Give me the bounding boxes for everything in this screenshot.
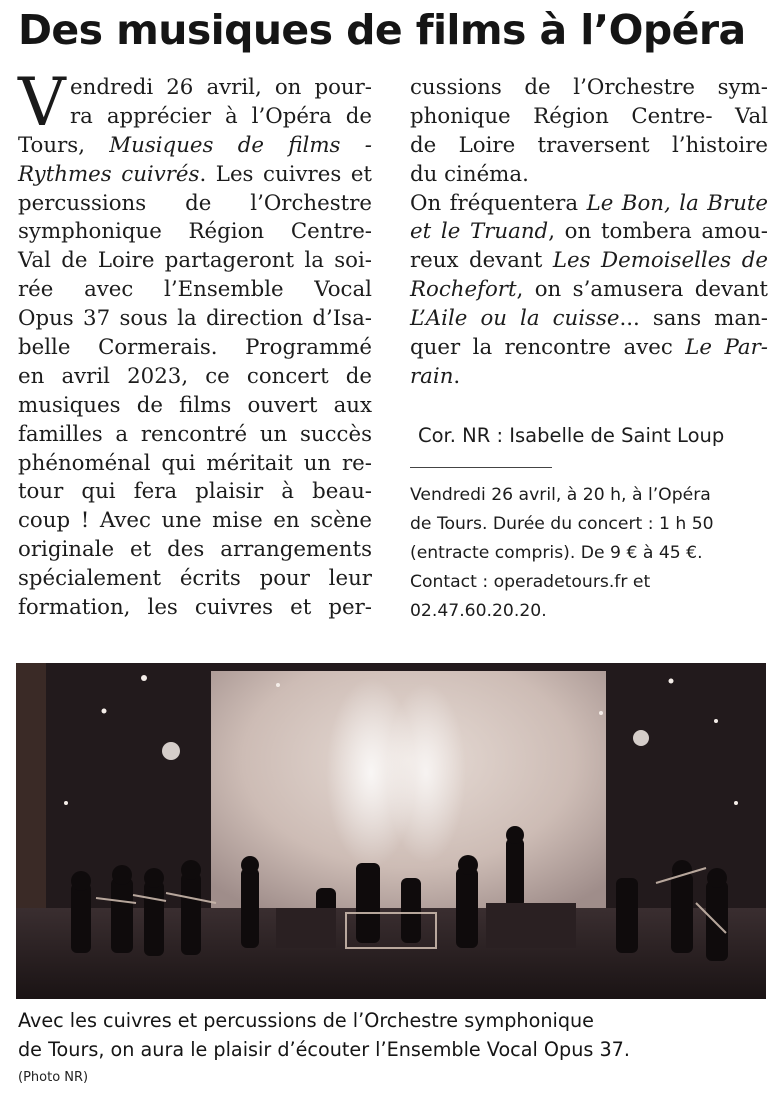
article-title-italic: Le Par- xyxy=(685,335,768,361)
article-text: originale et des arrangements xyxy=(18,537,372,563)
article-line xyxy=(410,190,768,219)
article-line xyxy=(18,363,372,392)
article-line xyxy=(18,74,372,103)
article-text: . Les cuivres et xyxy=(199,161,372,187)
article-text: reux devant xyxy=(410,248,553,274)
article-line xyxy=(18,594,372,623)
article-line xyxy=(410,103,768,132)
article-line xyxy=(18,392,372,421)
article-title-italic: et le Truand xyxy=(410,219,549,245)
article-text: tour qui fera plaisir à beau- xyxy=(18,479,372,505)
article-text: formation, les cuivres et per- xyxy=(18,595,372,621)
article-line xyxy=(18,132,372,161)
article-text: percussions de l’Orchestre xyxy=(18,190,372,216)
article-title-italic: rain xyxy=(410,363,454,389)
caption-line: de Tours, on aura le plaisir d’écouter l’Ensemble Vocal Opus 37. xyxy=(18,1037,630,1061)
article-line xyxy=(410,363,768,392)
article-column-left xyxy=(18,74,372,623)
info_box-line: Vendredi 26 avril, à 20 h, à l’Opéra xyxy=(410,485,711,505)
article-text: phonique Région Centre- Val xyxy=(410,103,768,129)
article-text: . xyxy=(453,363,461,389)
info-box xyxy=(410,481,770,625)
article-text: rée avec l’Ensemble Vocal xyxy=(18,277,372,303)
article-text: phénoménal qui méritait un re- xyxy=(18,450,372,476)
photo-caption xyxy=(18,1006,758,1064)
article-text: , on tombera amou- xyxy=(548,219,768,245)
article-text: spécialement écrits pour leur xyxy=(18,566,372,592)
separator-rule xyxy=(410,467,552,468)
article-line xyxy=(18,247,372,276)
byline: Cor. NR : Isabelle de Saint Loup xyxy=(418,424,725,447)
article-text: Opus 37 sous la direction d’Isa- xyxy=(18,306,372,332)
article-text: belle Cormerais. Programmé xyxy=(18,335,372,361)
article-line xyxy=(18,450,372,479)
article-title-italic: Le Bon, la Brute xyxy=(586,190,768,216)
article-text: coup ! Avec une mise en scène xyxy=(18,508,372,534)
article-text: On fréquentera xyxy=(410,190,587,216)
article-text: symphonique Région Centre- xyxy=(18,219,372,245)
article-line xyxy=(18,276,372,305)
info_box-line: de Tours. Durée du concert : 1 h 50 xyxy=(410,513,714,534)
info_box-line: Contact : operadetours.fr et xyxy=(410,571,651,592)
article-text: endredi 26 avril, on pour- xyxy=(70,75,372,100)
article-line xyxy=(410,161,768,190)
caption-line: Avec les cuivres et percussions de l’Orchestre symphonique xyxy=(18,1009,594,1032)
article-line xyxy=(18,161,372,190)
article-line xyxy=(410,305,768,334)
article-text: en avril 2023, ce concert de xyxy=(18,363,372,389)
article-line xyxy=(410,218,768,247)
article-title-italic: Les Demoiselles de xyxy=(552,248,768,274)
article-text: cussions de l’Orchestre sym- xyxy=(410,75,768,100)
dropcap: V xyxy=(18,64,66,141)
article-line xyxy=(410,74,768,103)
article-line xyxy=(18,190,372,219)
article-column-right xyxy=(410,74,768,392)
article-line xyxy=(410,334,768,363)
article-line xyxy=(18,305,372,334)
article-title-italic: Rochefort xyxy=(410,277,517,303)
info_box-line: 02.47.60.20.20. xyxy=(410,600,547,621)
article-line xyxy=(18,565,372,594)
article-text: du cinéma. xyxy=(410,161,529,187)
article-text: ra apprécier à l’Opéra de xyxy=(70,103,372,129)
concert-photo xyxy=(16,663,766,999)
headline: Des musiques de films à l’Opéra xyxy=(18,6,746,54)
article-line xyxy=(410,132,768,161)
article-line xyxy=(18,507,372,536)
article-line xyxy=(410,276,768,305)
info_box-line: (entracte compris). De 9 € à 45 €. xyxy=(410,542,703,563)
article-line xyxy=(18,218,372,247)
article-text: familles a rencontré un succès xyxy=(18,421,372,447)
photo-credit: (Photo NR) xyxy=(18,1070,89,1085)
article-line xyxy=(18,421,372,450)
article-line xyxy=(410,247,768,276)
article-line xyxy=(18,103,372,132)
article-text: Tours, xyxy=(18,132,110,158)
article-title-italic: Rythmes cuivrés xyxy=(18,161,200,187)
article-line xyxy=(18,478,372,507)
article-text: ... sans man- xyxy=(619,306,768,332)
article-text: musiques de films ouvert aux xyxy=(18,392,372,418)
article-line xyxy=(18,536,372,565)
article-line xyxy=(18,334,372,363)
article-text: Val de Loire partageront la soi- xyxy=(18,248,372,274)
article-text: , on s’amusera devant xyxy=(516,277,768,303)
article-text: quer la rencontre avec xyxy=(410,335,686,361)
concert-stage-image xyxy=(16,663,766,999)
article-text: de Loire traversent l’histoire xyxy=(410,132,768,158)
article-title-italic: L’Aile ou la cuisse xyxy=(410,306,620,332)
article-title-italic: Musiques de films - xyxy=(109,132,372,158)
